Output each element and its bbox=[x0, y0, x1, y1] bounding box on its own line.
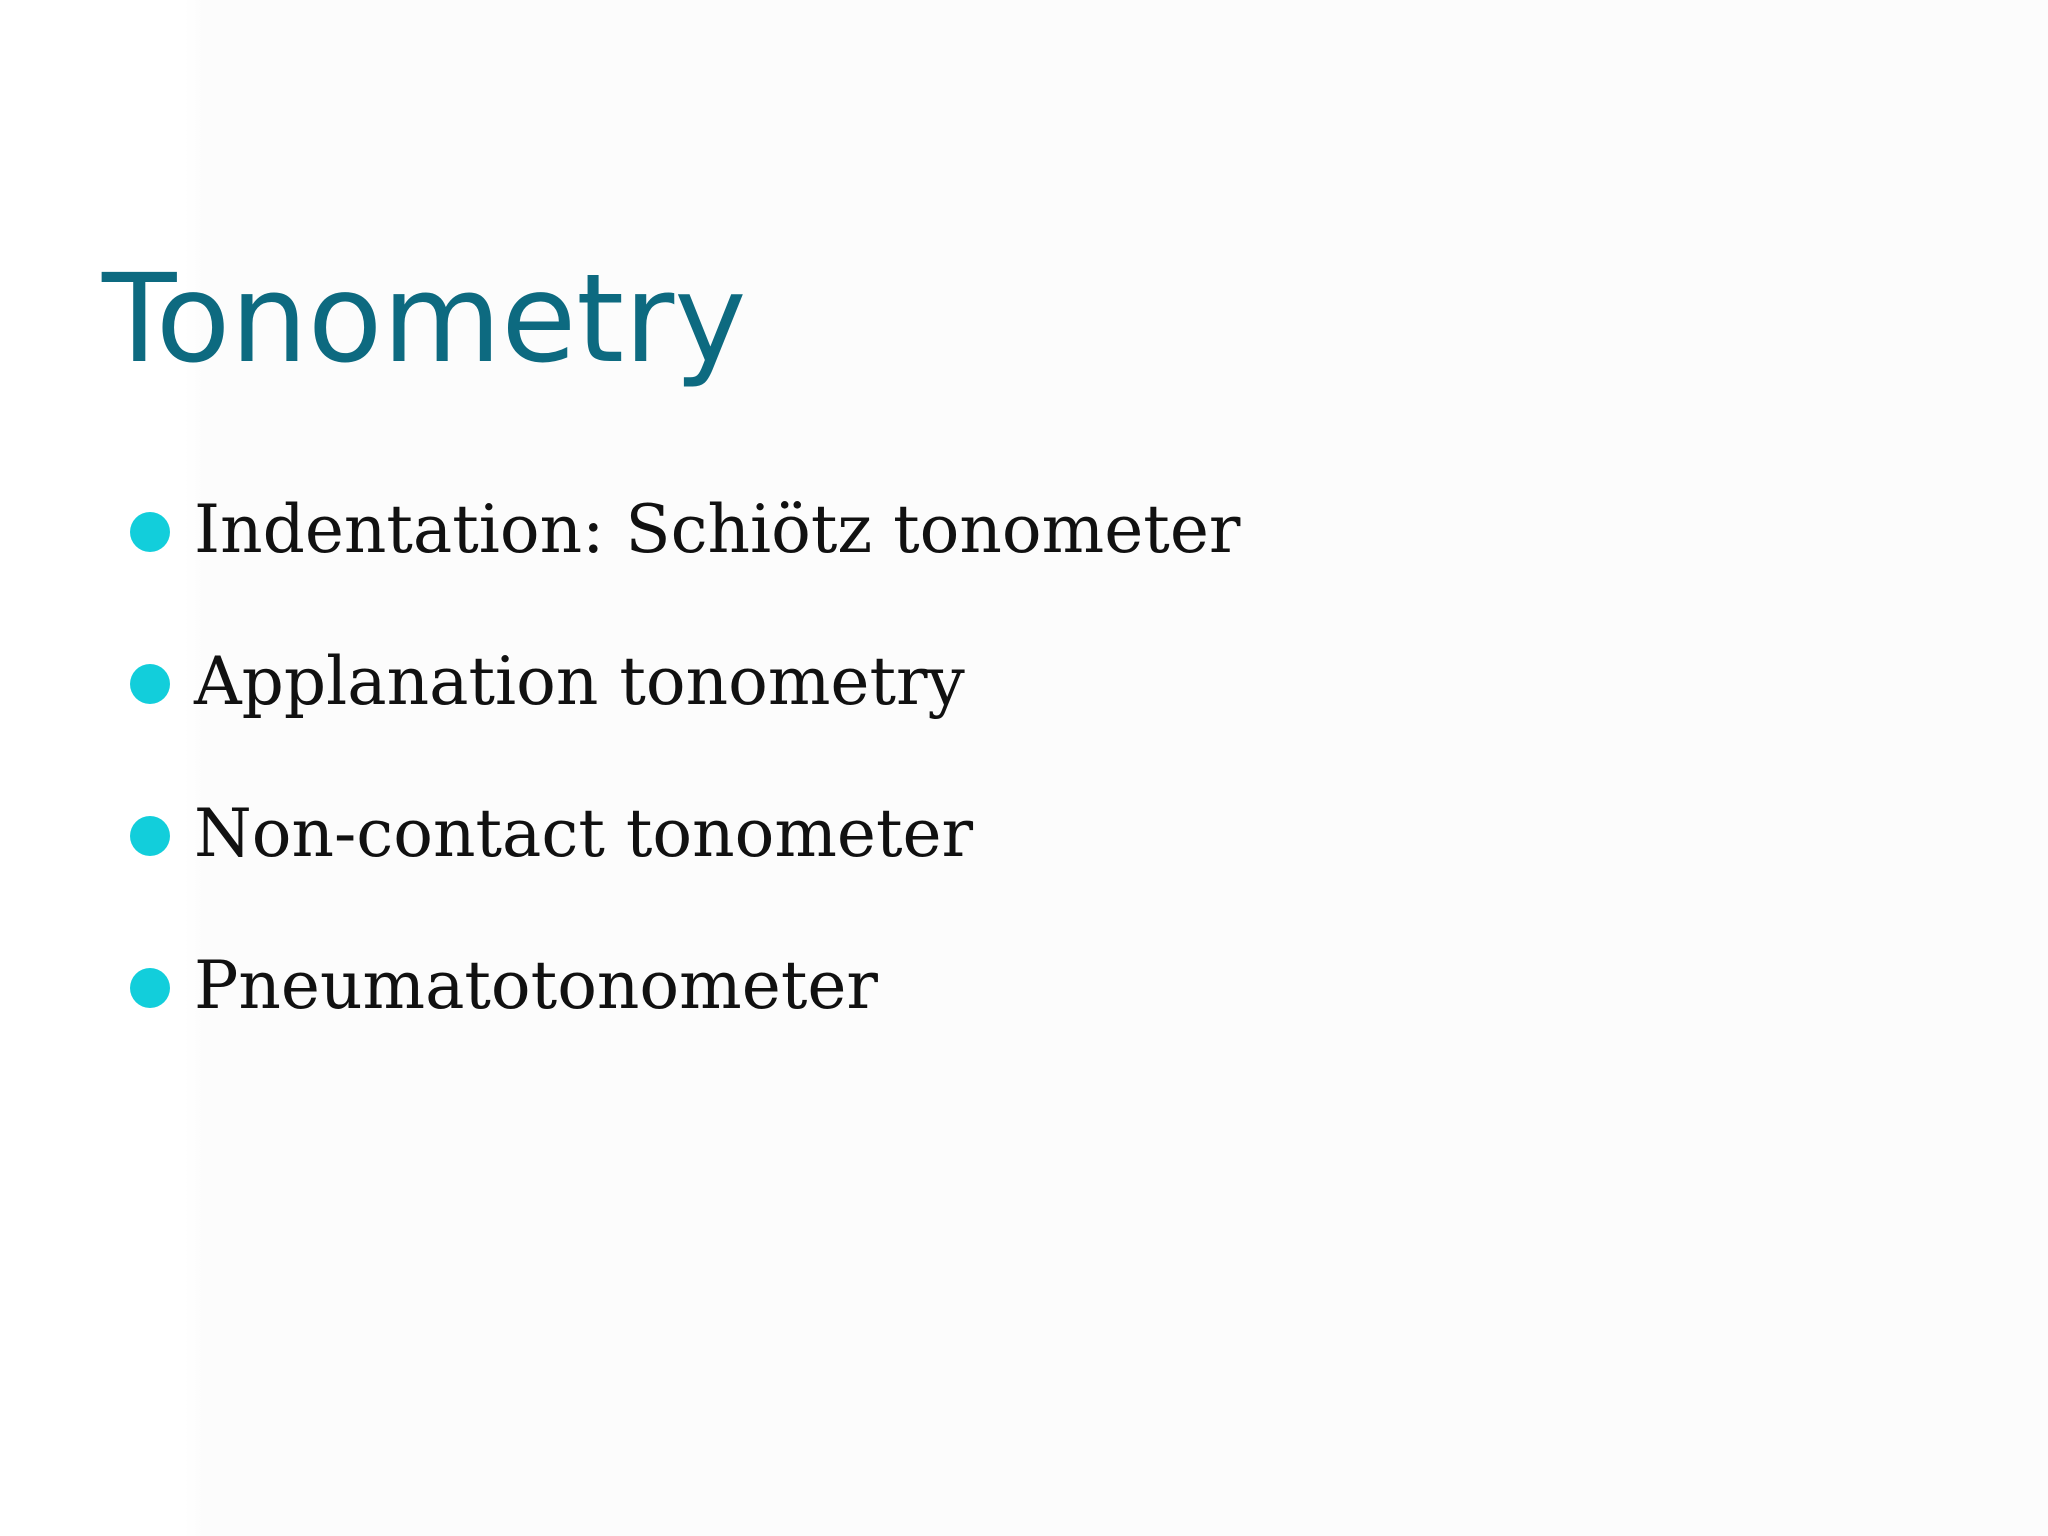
bullet-text: Indentation: Schiötz tonometer bbox=[194, 491, 1241, 568]
bullet-text: Pneumatotonometer bbox=[194, 947, 878, 1024]
slide-title: Tonometry bbox=[102, 248, 747, 390]
bullet-text: Non-contact tonometer bbox=[194, 795, 974, 872]
bullet-marker bbox=[130, 512, 170, 552]
bullet-text: Applanation tonometry bbox=[194, 643, 965, 720]
bullet-marker bbox=[130, 968, 170, 1008]
bullet-marker bbox=[130, 816, 170, 856]
bullet-marker bbox=[130, 664, 170, 704]
